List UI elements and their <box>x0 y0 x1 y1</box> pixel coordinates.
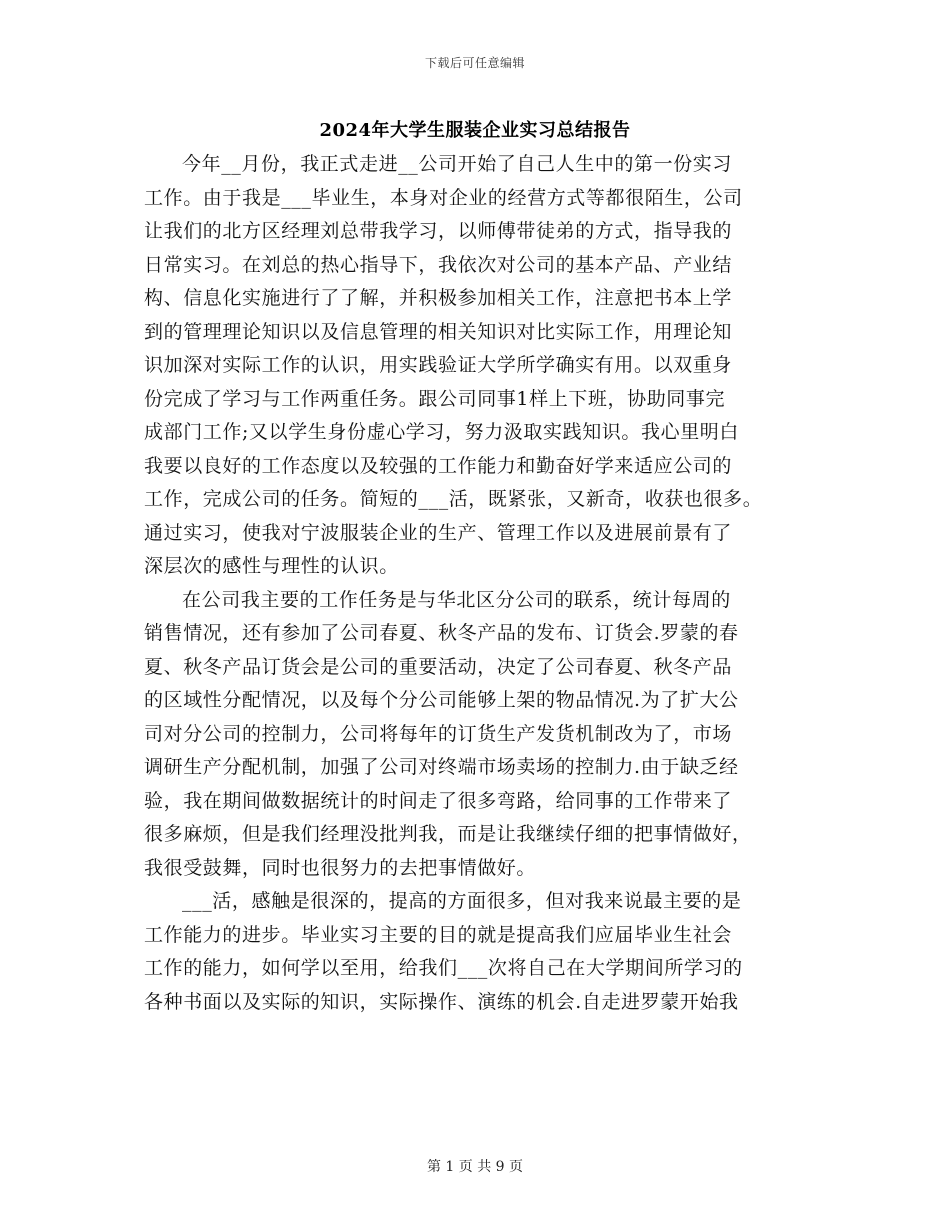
paragraph-1-line-13: 深层次的感性与理性的认识。 <box>144 555 399 577</box>
paragraph-1-line-2: 工作。由于我是___毕业生，本身对企业的经营方式等都很陌生，公司 <box>144 186 743 209</box>
paragraph-2-line-3: 夏、秋冬产品订货会是公司的重要活动，决定了公司春夏、秋冬产品 <box>144 655 733 678</box>
paragraph-2-line-9: 我很受鼓舞，同时也很努力的去把事情做好。 <box>144 856 537 879</box>
paragraph-2-line-4: 的区域性分配情况，以及每个分公司能够上架的物品情况.为了扩大公 <box>144 689 739 711</box>
paragraph-3-line-1: ___活，感触是很深的，提高的方面很多，但对我来说最主要的是 <box>182 890 742 912</box>
document-title: 2024年大学生服装企业实习总结报告 <box>319 120 631 141</box>
paragraph-1-line-1: 今年__月份，我正式走进__公司开始了自己人生中的第一份实习 <box>182 153 733 175</box>
paragraph-1-line-8: 份完成了学习与工作两重任务。跟公司同事1样上下班，协助同事完 <box>144 387 726 410</box>
paragraph-2-line-5: 司对分公司的控制力，公司将每年的订货生产发货机制改为了，市场 <box>144 722 733 745</box>
paragraph-3-line-4: 各种书面以及实际的知识，实际操作、演练的机会.自走进罗蒙开始我 <box>144 990 739 1013</box>
paragraph-1-line-12: 通过实习，使我对宁波服装企业的生产、管理工作以及进展前景有了 <box>144 521 733 544</box>
page-number-footer: 第 1 页 共 9 页 <box>426 1159 524 1175</box>
paragraph-2-line-8: 很多麻烦，但是我们经理没批判我，而是让我继续仔细的把事情做好， <box>144 823 752 845</box>
paragraph-2-line-2: 销售情况，还有参加了公司春夏、秋冬产品的发布、订货会.罗蒙的春 <box>144 622 739 644</box>
paragraph-2-line-7: 验，我在期间做数据统计的时间走了很多弯路，给同事的工作带来了 <box>144 789 733 812</box>
paragraph-1-line-4: 日常实习。在刘总的热心指导下，我依次对公司的基本产品、产业结 <box>144 253 733 276</box>
paragraph-1-line-7: 识加深对实际工作的认识，用实践验证大学所学确实有用。以双重身 <box>144 354 733 376</box>
paragraph-3-line-2: 工作能力的进步。毕业实习主要的目的就是提高我们应届毕业生社会 <box>144 923 733 946</box>
paragraph-1-line-5: 构、信息化实施进行了了解，并积极参加相关工作，注意把书本上学 <box>144 287 733 309</box>
paragraph-1-line-9: 成部门工作;又以学生身份虚心学习，努力汲取实践知识。我心里明白 <box>144 421 740 443</box>
paragraph-3-line-3: 工作的能力，如何学以至用，给我们___次将自己在大学期间所学习的 <box>144 957 743 979</box>
paragraph-1-line-3: 让我们的北方区经理刘总带我学习，以师傅带徒弟的方式，指导我的 <box>144 220 733 242</box>
header-note: 下载后可任意编辑 <box>424 56 525 70</box>
paragraph-1-line-10: 我要以良好的工作态度以及较强的工作能力和勤奋好学来适应公司的 <box>144 454 733 477</box>
paragraph-1-line-11: 工作，完成公司的任务。简短的___活，既紧张，又新奇，收获也很多。 <box>144 488 763 510</box>
paragraph-1-line-6: 到的管理理论知识以及信息管理的相关知识对比实际工作，用理论知 <box>144 320 733 343</box>
paragraph-2-line-1: 在公司我主要的工作任务是与华北区分公司的联系，统计每周的 <box>182 588 731 611</box>
document-body <box>144 148 834 1019</box>
paragraph-2-line-6: 调研生产分配机制，加强了公司对终端市场卖场的控制力.由于缺乏经 <box>144 756 739 778</box>
